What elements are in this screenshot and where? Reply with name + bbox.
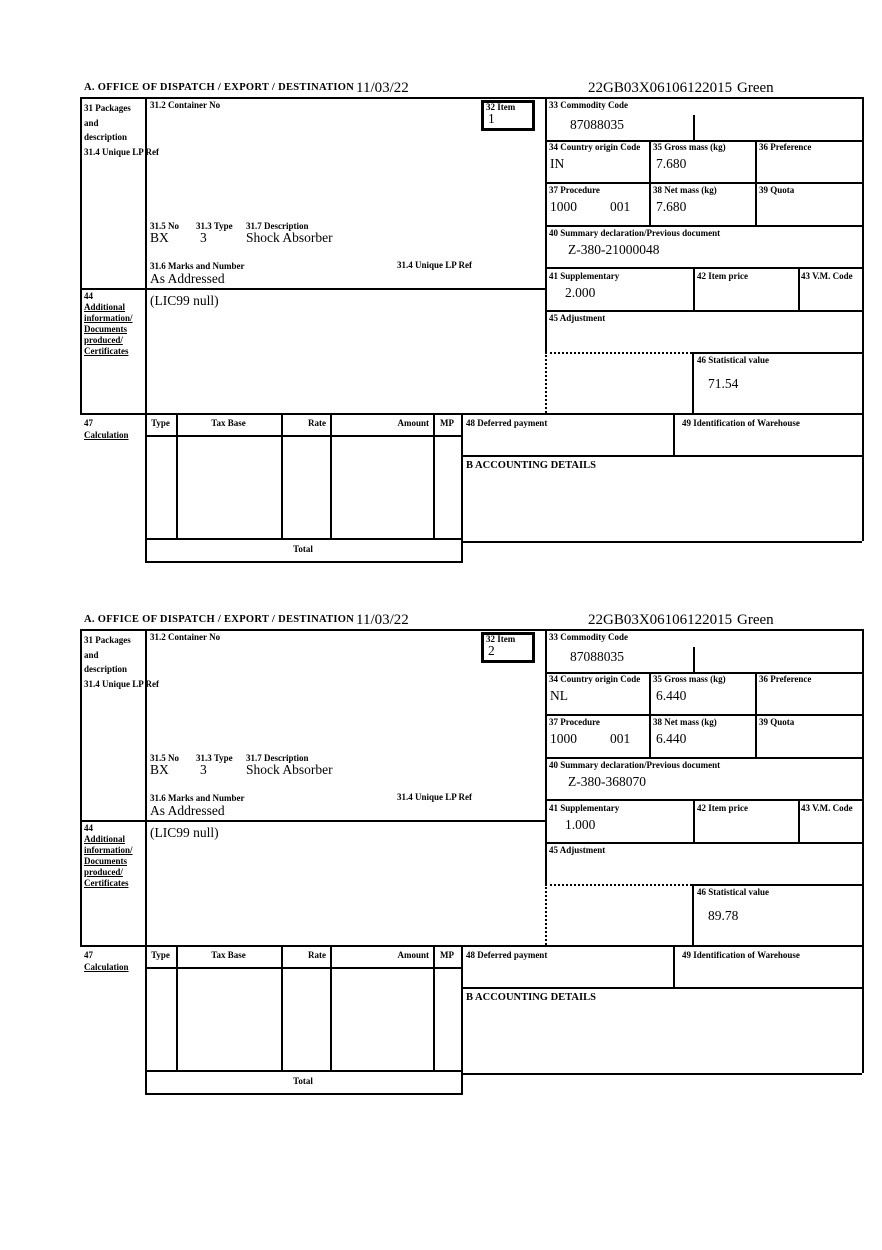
previous-document-label: 40 Summary declaration/Previous document: [549, 228, 721, 238]
col-taxbase-header: Tax Base: [211, 418, 246, 428]
border-line: [145, 967, 461, 969]
packages-type-value: 3: [200, 230, 207, 245]
border-line: [693, 267, 695, 310]
item-number-value: 1: [488, 111, 495, 126]
marks-value: As Addressed: [150, 803, 225, 818]
box31-label-line: and: [84, 117, 99, 128]
packages-no-label: 31.5 No: [150, 221, 179, 231]
net-mass-label: 38 Net mass (kg): [653, 717, 717, 727]
border-line: [176, 945, 178, 1070]
dashed-line: [545, 352, 547, 413]
col-type-header: Type: [151, 418, 170, 428]
border-line: [692, 352, 862, 354]
box31-label-line: 31.4 Unique LP Ref: [84, 678, 160, 689]
border-line: [692, 884, 862, 886]
preference-label: 36 Preference: [759, 142, 812, 152]
procedure-value: 1000: [550, 199, 577, 214]
packages-no-label: 31.5 No: [150, 753, 179, 763]
border-line: [80, 629, 862, 631]
goods-description-value: Shock Absorber: [246, 230, 333, 245]
box44-label-line: Additional: [84, 834, 126, 844]
item-price-label: 42 Item price: [697, 271, 748, 281]
border-line: [545, 310, 862, 312]
warehouse-id-label: 49 Identification of Warehouse: [682, 950, 800, 960]
supplementary-value: 2.000: [565, 285, 596, 300]
unique-lp-ref-label: 31.4 Unique LP Ref: [397, 792, 473, 802]
border-line: [755, 140, 757, 225]
border-line: [692, 884, 694, 945]
border-line: [461, 455, 862, 457]
marks-label: 31.6 Marks and Number: [150, 793, 245, 803]
box31-label: [84, 633, 159, 691]
packages-type-label: 31.3 Type: [196, 753, 233, 763]
procedure-ext-value: 001: [610, 199, 631, 214]
country-origin-label: 34 Country origin Code: [549, 142, 641, 152]
calculation-label: Calculation: [84, 962, 129, 972]
box44-label-line: information/: [84, 845, 133, 855]
box44-label-line: Documents: [84, 856, 127, 866]
country-origin-value: IN: [550, 156, 565, 171]
box44-label-line: produced/: [84, 867, 123, 877]
goods-description-label: 31.7 Description: [246, 221, 309, 231]
col-amount-header: Amount: [397, 418, 429, 428]
border-line: [281, 413, 283, 538]
item-number-label: 32 Item: [486, 102, 516, 112]
border-line: [80, 820, 545, 822]
border-line: [862, 629, 864, 1073]
statistical-value: 89.78: [708, 908, 739, 923]
border-line: [545, 842, 862, 844]
border-line: [145, 538, 461, 540]
movement-reference-number: 22GB03X06106122015: [588, 80, 733, 96]
procedure-value: 1000: [550, 731, 577, 746]
commodity-code-divider: [693, 115, 695, 140]
packages-no-value: BX: [150, 230, 169, 245]
border-line: [461, 1073, 862, 1075]
box44-label: [84, 291, 133, 357]
border-line: [461, 987, 862, 989]
item-number-value: 2: [488, 643, 495, 658]
border-line: [145, 1070, 461, 1072]
accounting-details-label: B ACCOUNTING DETAILS: [466, 460, 596, 471]
border-line: [545, 225, 862, 227]
item-section-2: [0, 612, 882, 1104]
office-of-dispatch-header: A. OFFICE OF DISPATCH / EXPORT / DESTINATION: [84, 82, 355, 93]
border-line: [80, 288, 545, 290]
routing-indicator: Green: [737, 612, 774, 628]
statistical-value-label: 46 Statistical value: [697, 887, 769, 897]
border-line: [545, 267, 862, 269]
box44-label-line: produced/: [84, 335, 123, 345]
deferred-payment-label: 48 Deferred payment: [466, 950, 548, 960]
adjustment-label: 45 Adjustment: [549, 845, 606, 855]
packages-type-label: 31.3 Type: [196, 221, 233, 231]
warehouse-id-label: 49 Identification of Warehouse: [682, 418, 800, 428]
border-line: [693, 799, 695, 842]
border-line: [80, 97, 862, 99]
border-line: [545, 629, 547, 884]
border-line: [80, 413, 862, 415]
deferred-payment-label: 48 Deferred payment: [466, 418, 548, 428]
border-line: [433, 413, 435, 538]
border-line: [545, 799, 862, 801]
adjustment-label: 45 Adjustment: [549, 313, 606, 323]
previous-document-value: Z-380-21000048: [568, 242, 660, 257]
quota-label: 39 Quota: [759, 185, 795, 195]
border-line: [330, 413, 332, 538]
movement-reference-number: 22GB03X06106122015: [588, 612, 733, 628]
marks-label: 31.6 Marks and Number: [150, 261, 245, 271]
procedure-ext-value: 001: [610, 731, 631, 746]
border-line: [673, 945, 675, 987]
routing-indicator: Green: [737, 80, 774, 96]
gross-mass-value: 6.440: [656, 688, 687, 703]
border-line: [692, 352, 694, 413]
packages-type-value: 3: [200, 762, 207, 777]
border-line: [80, 97, 82, 413]
border-line: [461, 945, 463, 1093]
supplementary-label: 41 Supplementary: [549, 271, 620, 281]
box31-label-line: 31.4 Unique LP Ref: [84, 146, 160, 157]
border-line: [545, 714, 862, 716]
border-line: [80, 629, 82, 945]
country-origin-label: 34 Country origin Code: [549, 674, 641, 684]
calculation-number: 47: [84, 950, 93, 960]
border-line: [545, 757, 862, 759]
gross-mass-label: 35 Gross mass (kg): [653, 142, 726, 152]
quota-label: 39 Quota: [759, 717, 795, 727]
container-no-label: 31.2 Container No: [150, 100, 221, 110]
border-line: [755, 672, 757, 757]
border-line: [461, 541, 862, 543]
box31-label: [84, 101, 159, 159]
item-section-1: [0, 80, 882, 572]
commodity-code-divider: [693, 647, 695, 672]
border-line: [461, 413, 463, 561]
container-no-label: 31.2 Container No: [150, 632, 221, 642]
marks-value: As Addressed: [150, 271, 225, 286]
col-mp-header: MP: [440, 418, 454, 428]
border-line: [281, 945, 283, 1070]
gross-mass-value: 7.680: [656, 156, 687, 171]
goods-description-value: Shock Absorber: [246, 762, 333, 777]
box44-label-line: Certificates: [84, 346, 129, 356]
border-line: [145, 435, 461, 437]
calculation-number: 47: [84, 418, 93, 428]
additional-info-value: (LIC99 null): [150, 825, 219, 840]
border-line: [545, 182, 862, 184]
dashed-line: [545, 884, 692, 886]
border-line: [798, 267, 800, 310]
packages-no-value: BX: [150, 762, 169, 777]
country-origin-value: NL: [550, 688, 568, 703]
net-mass-value: 7.680: [656, 199, 687, 214]
vm-code-label: 43 V.M. Code: [801, 271, 853, 281]
box44-label-line: information/: [84, 313, 133, 323]
box44-label-line: Certificates: [84, 878, 129, 888]
col-amount-header: Amount: [397, 950, 429, 960]
border-line: [673, 413, 675, 455]
total-label: Total: [293, 1076, 313, 1086]
commodity-code-label: 33 Commodity Code: [549, 632, 628, 642]
procedure-label: 37 Procedure: [549, 717, 600, 727]
commodity-code-value: 87088035: [570, 117, 624, 132]
statistical-value-label: 46 Statistical value: [697, 355, 769, 365]
col-rate-header: Rate: [308, 950, 326, 960]
border-line: [330, 945, 332, 1070]
box44-label-line: Additional: [84, 302, 126, 312]
col-type-header: Type: [151, 950, 170, 960]
box31-label-line: 31 Packages: [84, 103, 131, 113]
procedure-label: 37 Procedure: [549, 185, 600, 195]
border-line: [145, 413, 147, 561]
box31-label-line: and: [84, 649, 99, 660]
net-mass-label: 38 Net mass (kg): [653, 185, 717, 195]
commodity-code-label: 33 Commodity Code: [549, 100, 628, 110]
border-line: [176, 413, 178, 538]
supplementary-value: 1.000: [565, 817, 596, 832]
border-line: [649, 672, 651, 757]
border-line: [649, 140, 651, 225]
accounting-details-label: B ACCOUNTING DETAILS: [466, 992, 596, 1003]
gross-mass-label: 35 Gross mass (kg): [653, 674, 726, 684]
supplementary-label: 41 Supplementary: [549, 803, 620, 813]
vm-code-label: 43 V.M. Code: [801, 803, 853, 813]
item-number-label: 32 Item: [486, 634, 516, 644]
unique-lp-ref-label: 31.4 Unique LP Ref: [397, 260, 473, 270]
commodity-code-value: 87088035: [570, 649, 624, 664]
box31-label-line: description: [84, 664, 128, 674]
border-line: [433, 945, 435, 1070]
additional-info-value: (LIC99 null): [150, 293, 219, 308]
border-line: [145, 561, 463, 563]
box31-label-line: 31 Packages: [84, 635, 131, 645]
box44-number: 44: [84, 291, 93, 301]
box44-label: [84, 823, 133, 889]
statistical-value: 71.54: [708, 376, 739, 391]
box31-label-line: description: [84, 132, 128, 142]
border-line: [145, 945, 147, 1093]
calculation-label: Calculation: [84, 430, 129, 440]
net-mass-value: 6.440: [656, 731, 687, 746]
box44-label-line: Documents: [84, 324, 127, 334]
total-label: Total: [293, 544, 313, 554]
border-line: [862, 97, 864, 541]
col-taxbase-header: Tax Base: [211, 950, 246, 960]
acceptance-date: 11/03/22: [356, 80, 409, 96]
dashed-line: [545, 884, 547, 945]
col-rate-header: Rate: [308, 418, 326, 428]
dashed-line: [545, 352, 692, 354]
acceptance-date: 11/03/22: [356, 612, 409, 628]
col-mp-header: MP: [440, 950, 454, 960]
border-line: [798, 799, 800, 842]
previous-document-value: Z-380-368070: [568, 774, 646, 789]
border-line: [145, 1093, 463, 1095]
border-line: [545, 97, 547, 352]
preference-label: 36 Preference: [759, 674, 812, 684]
previous-document-label: 40 Summary declaration/Previous document: [549, 760, 721, 770]
border-line: [80, 945, 862, 947]
office-of-dispatch-header: A. OFFICE OF DISPATCH / EXPORT / DESTINATION: [84, 614, 355, 625]
item-price-label: 42 Item price: [697, 803, 748, 813]
goods-description-label: 31.7 Description: [246, 753, 309, 763]
box44-number: 44: [84, 823, 93, 833]
